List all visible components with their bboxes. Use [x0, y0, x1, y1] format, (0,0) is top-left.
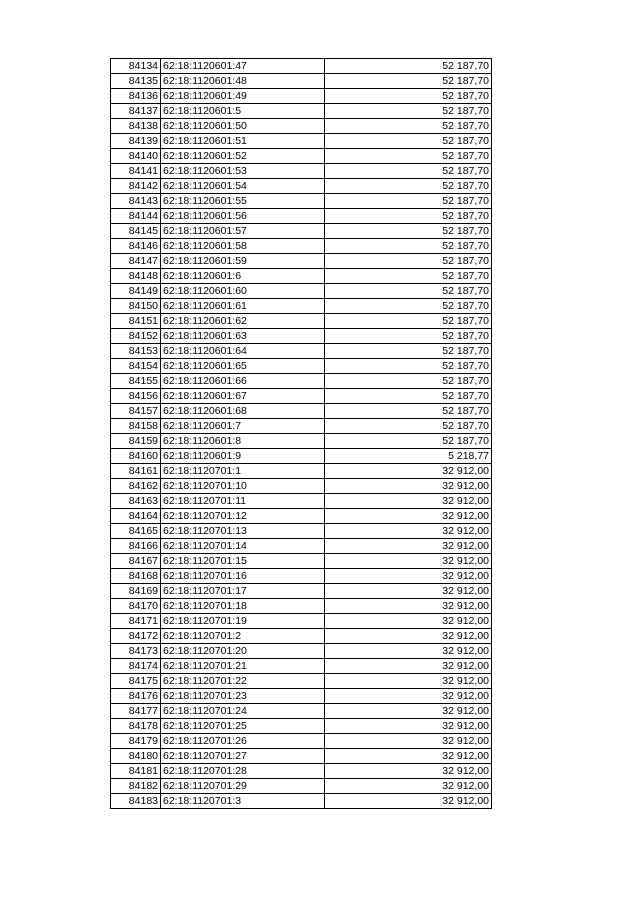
cadastral-number-cell: 62:18:1120601:63 — [161, 329, 325, 344]
cadastral-number-cell: 62:18:1120601:60 — [161, 284, 325, 299]
cadastral-value-cell: 52 187,70 — [325, 194, 492, 209]
cadastral-number-cell: 62:18:1120701:11 — [161, 494, 325, 509]
cadastral-number-cell: 62:18:1120701:16 — [161, 569, 325, 584]
cadastral-value-cell: 32 912,00 — [325, 494, 492, 509]
cadastral-number-cell: 62:18:1120601:68 — [161, 404, 325, 419]
row-number-cell: 84172 — [111, 629, 161, 644]
row-number-cell: 84176 — [111, 689, 161, 704]
table-row — [111, 224, 492, 239]
row-number-cell: 84144 — [111, 209, 161, 224]
cadastral-value-cell: 52 187,70 — [325, 104, 492, 119]
cadastral-value-cell: 52 187,70 — [325, 434, 492, 449]
cadastral-value-cell: 52 187,70 — [325, 224, 492, 239]
cadastral-value-cell: 32 912,00 — [325, 554, 492, 569]
cadastral-value-cell: 32 912,00 — [325, 794, 492, 809]
row-number-cell: 84148 — [111, 269, 161, 284]
table-row — [111, 239, 492, 254]
cadastral-value-cell: 32 912,00 — [325, 689, 492, 704]
cadastral-number-cell: 62:18:1120601:52 — [161, 149, 325, 164]
table-row — [111, 269, 492, 284]
cadastral-number-cell: 62:18:1120701:14 — [161, 539, 325, 554]
cadastral-value-cell: 52 187,70 — [325, 134, 492, 149]
cadastral-number-cell: 62:18:1120701:18 — [161, 599, 325, 614]
row-number-cell: 84167 — [111, 554, 161, 569]
cadastral-value-cell: 52 187,70 — [325, 239, 492, 254]
row-number-cell: 84141 — [111, 164, 161, 179]
cadastral-number-cell: 62:18:1120601:57 — [161, 224, 325, 239]
table-row — [111, 554, 492, 569]
row-number-cell: 84166 — [111, 539, 161, 554]
cadastral-number-cell: 62:18:1120701:3 — [161, 794, 325, 809]
row-number-cell: 84140 — [111, 149, 161, 164]
cadastral-number-cell: 62:18:1120601:5 — [161, 104, 325, 119]
cadastral-number-cell: 62:18:1120701:23 — [161, 689, 325, 704]
row-number-cell: 84157 — [111, 404, 161, 419]
table-row — [111, 569, 492, 584]
table-row — [111, 59, 492, 74]
cadastral-value-cell: 32 912,00 — [325, 509, 492, 524]
table-row — [111, 719, 492, 734]
row-number-cell: 84181 — [111, 764, 161, 779]
row-number-cell: 84180 — [111, 749, 161, 764]
table-row — [111, 104, 492, 119]
row-number-cell: 84162 — [111, 479, 161, 494]
cadastral-number-cell: 62:18:1120601:53 — [161, 164, 325, 179]
table-row — [111, 179, 492, 194]
cadastral-value-cell: 32 912,00 — [325, 674, 492, 689]
row-number-cell: 84169 — [111, 584, 161, 599]
table-row — [111, 209, 492, 224]
cadastral-value-cell: 52 187,70 — [325, 149, 492, 164]
row-number-cell: 84149 — [111, 284, 161, 299]
table-row — [111, 584, 492, 599]
table-row — [111, 734, 492, 749]
table-row — [111, 389, 492, 404]
table-row — [111, 539, 492, 554]
row-number-cell: 84174 — [111, 659, 161, 674]
table-row — [111, 299, 492, 314]
cadastral-value-cell: 52 187,70 — [325, 404, 492, 419]
cadastral-value-cell: 32 912,00 — [325, 614, 492, 629]
row-number-cell: 84143 — [111, 194, 161, 209]
cadastral-number-cell: 62:18:1120701:17 — [161, 584, 325, 599]
cadastral-value-cell: 32 912,00 — [325, 644, 492, 659]
cadastral-value-cell: 32 912,00 — [325, 464, 492, 479]
cadastral-value-cell: 52 187,70 — [325, 254, 492, 269]
cadastral-number-cell: 62:18:1120601:55 — [161, 194, 325, 209]
table-row — [111, 149, 492, 164]
row-number-cell: 84155 — [111, 374, 161, 389]
cadastral-number-cell: 62:18:1120701:22 — [161, 674, 325, 689]
table-row — [111, 794, 492, 809]
cadastral-value-cell: 52 187,70 — [325, 179, 492, 194]
row-number-cell: 84139 — [111, 134, 161, 149]
cadastral-value-cell: 52 187,70 — [325, 419, 492, 434]
cadastral-value-table — [110, 58, 492, 809]
cadastral-value-cell: 32 912,00 — [325, 539, 492, 554]
row-number-cell: 84138 — [111, 119, 161, 134]
table-row — [111, 659, 492, 674]
row-number-cell: 84142 — [111, 179, 161, 194]
cadastral-number-cell: 62:18:1120701:29 — [161, 779, 325, 794]
row-number-cell: 84153 — [111, 344, 161, 359]
row-number-cell: 84152 — [111, 329, 161, 344]
table-row — [111, 779, 492, 794]
cadastral-number-cell: 62:18:1120701:26 — [161, 734, 325, 749]
cadastral-value-cell: 32 912,00 — [325, 479, 492, 494]
cadastral-number-cell: 62:18:1120701:28 — [161, 764, 325, 779]
cadastral-number-cell: 62:18:1120601:59 — [161, 254, 325, 269]
table-row — [111, 134, 492, 149]
row-number-cell: 84147 — [111, 254, 161, 269]
cadastral-number-cell: 62:18:1120601:8 — [161, 434, 325, 449]
table-row — [111, 344, 492, 359]
cadastral-number-cell: 62:18:1120601:61 — [161, 299, 325, 314]
table-row — [111, 314, 492, 329]
row-number-cell: 84151 — [111, 314, 161, 329]
table-row — [111, 89, 492, 104]
row-number-cell: 84177 — [111, 704, 161, 719]
cadastral-value-cell: 52 187,70 — [325, 209, 492, 224]
row-number-cell: 84163 — [111, 494, 161, 509]
cadastral-number-cell: 62:18:1120701:10 — [161, 479, 325, 494]
cadastral-value-cell: 32 912,00 — [325, 599, 492, 614]
table-row — [111, 404, 492, 419]
cadastral-number-cell: 62:18:1120601:50 — [161, 119, 325, 134]
cadastral-value-cell: 52 187,70 — [325, 269, 492, 284]
table-row — [111, 419, 492, 434]
row-number-cell: 84179 — [111, 734, 161, 749]
table-row — [111, 329, 492, 344]
cadastral-value-cell: 52 187,70 — [325, 59, 492, 74]
row-number-cell: 84178 — [111, 719, 161, 734]
cadastral-value-cell: 5 218,77 — [325, 449, 492, 464]
table-row — [111, 479, 492, 494]
cadastral-value-cell: 52 187,70 — [325, 164, 492, 179]
table-row — [111, 464, 492, 479]
cadastral-number-cell: 62:18:1120601:48 — [161, 74, 325, 89]
row-number-cell: 84159 — [111, 434, 161, 449]
cadastral-number-cell: 62:18:1120701:21 — [161, 659, 325, 674]
table-row — [111, 524, 492, 539]
cadastral-value-cell: 52 187,70 — [325, 299, 492, 314]
cadastral-value-cell: 52 187,70 — [325, 284, 492, 299]
row-number-cell: 84137 — [111, 104, 161, 119]
cadastral-value-cell: 52 187,70 — [325, 119, 492, 134]
cadastral-value-cell: 52 187,70 — [325, 314, 492, 329]
cadastral-number-cell: 62:18:1120601:65 — [161, 359, 325, 374]
table-row — [111, 599, 492, 614]
cadastral-number-cell: 62:18:1120701:13 — [161, 524, 325, 539]
table-row — [111, 374, 492, 389]
table-row — [111, 689, 492, 704]
row-number-cell: 84136 — [111, 89, 161, 104]
cadastral-number-cell: 62:18:1120601:64 — [161, 344, 325, 359]
table-row — [111, 494, 492, 509]
cadastral-value-cell: 32 912,00 — [325, 524, 492, 539]
cadastral-value-cell: 32 912,00 — [325, 734, 492, 749]
cadastral-number-cell: 62:18:1120701:24 — [161, 704, 325, 719]
cadastral-number-cell: 62:18:1120601:7 — [161, 419, 325, 434]
cadastral-number-cell: 62:18:1120601:67 — [161, 389, 325, 404]
row-number-cell: 84158 — [111, 419, 161, 434]
cadastral-number-cell: 62:18:1120601:51 — [161, 134, 325, 149]
cadastral-value-cell: 32 912,00 — [325, 719, 492, 734]
cadastral-number-cell: 62:18:1120701:27 — [161, 749, 325, 764]
row-number-cell: 84165 — [111, 524, 161, 539]
cadastral-value-cell: 32 912,00 — [325, 584, 492, 599]
table-row — [111, 704, 492, 719]
cadastral-value-cell: 32 912,00 — [325, 659, 492, 674]
row-number-cell: 84161 — [111, 464, 161, 479]
table-row — [111, 254, 492, 269]
row-number-cell: 84168 — [111, 569, 161, 584]
cadastral-number-cell: 62:18:1120601:56 — [161, 209, 325, 224]
row-number-cell: 84145 — [111, 224, 161, 239]
row-number-cell: 84150 — [111, 299, 161, 314]
cadastral-number-cell: 62:18:1120601:62 — [161, 314, 325, 329]
cadastral-number-cell: 62:18:1120701:19 — [161, 614, 325, 629]
table-row — [111, 194, 492, 209]
table-row — [111, 164, 492, 179]
row-number-cell: 84183 — [111, 794, 161, 809]
cadastral-number-cell: 62:18:1120601:58 — [161, 239, 325, 254]
cadastral-number-cell: 62:18:1120601:9 — [161, 449, 325, 464]
table-row — [111, 614, 492, 629]
row-number-cell: 84156 — [111, 389, 161, 404]
cadastral-value-cell: 52 187,70 — [325, 89, 492, 104]
cadastral-number-cell: 62:18:1120601:54 — [161, 179, 325, 194]
table-row — [111, 764, 492, 779]
table-row — [111, 449, 492, 464]
table-row — [111, 119, 492, 134]
cadastral-number-cell: 62:18:1120701:25 — [161, 719, 325, 734]
row-number-cell: 84182 — [111, 779, 161, 794]
row-number-cell: 84146 — [111, 239, 161, 254]
cadastral-value-cell: 52 187,70 — [325, 74, 492, 89]
cadastral-value-cell: 52 187,70 — [325, 374, 492, 389]
cadastral-value-cell: 52 187,70 — [325, 389, 492, 404]
table-row — [111, 749, 492, 764]
table-row — [111, 434, 492, 449]
table-row — [111, 74, 492, 89]
row-number-cell: 84164 — [111, 509, 161, 524]
cadastral-value-cell: 32 912,00 — [325, 779, 492, 794]
row-number-cell: 84173 — [111, 644, 161, 659]
cadastral-number-cell: 62:18:1120701:12 — [161, 509, 325, 524]
cadastral-value-cell: 32 912,00 — [325, 704, 492, 719]
cadastral-value-cell: 32 912,00 — [325, 764, 492, 779]
table-row — [111, 629, 492, 644]
cadastral-number-cell: 62:18:1120701:1 — [161, 464, 325, 479]
row-number-cell: 84134 — [111, 59, 161, 74]
row-number-cell: 84170 — [111, 599, 161, 614]
table-row — [111, 509, 492, 524]
cadastral-number-cell: 62:18:1120701:2 — [161, 629, 325, 644]
table-row — [111, 359, 492, 374]
row-number-cell: 84160 — [111, 449, 161, 464]
cadastral-value-cell: 32 912,00 — [325, 749, 492, 764]
cadastral-value-cell: 52 187,70 — [325, 344, 492, 359]
row-number-cell: 84175 — [111, 674, 161, 689]
table-body — [111, 59, 492, 809]
cadastral-value-cell: 32 912,00 — [325, 569, 492, 584]
cadastral-value-cell: 52 187,70 — [325, 329, 492, 344]
row-number-cell: 84154 — [111, 359, 161, 374]
cadastral-value-cell: 52 187,70 — [325, 359, 492, 374]
cadastral-number-cell: 62:18:1120701:20 — [161, 644, 325, 659]
cadastral-value-cell: 32 912,00 — [325, 629, 492, 644]
cadastral-number-cell: 62:18:1120601:66 — [161, 374, 325, 389]
cadastral-number-cell: 62:18:1120601:49 — [161, 89, 325, 104]
cadastral-number-cell: 62:18:1120601:6 — [161, 269, 325, 284]
row-number-cell: 84171 — [111, 614, 161, 629]
row-number-cell: 84135 — [111, 74, 161, 89]
table-row — [111, 674, 492, 689]
table-row — [111, 644, 492, 659]
cadastral-number-cell: 62:18:1120601:47 — [161, 59, 325, 74]
cadastral-number-cell: 62:18:1120701:15 — [161, 554, 325, 569]
table-row — [111, 284, 492, 299]
